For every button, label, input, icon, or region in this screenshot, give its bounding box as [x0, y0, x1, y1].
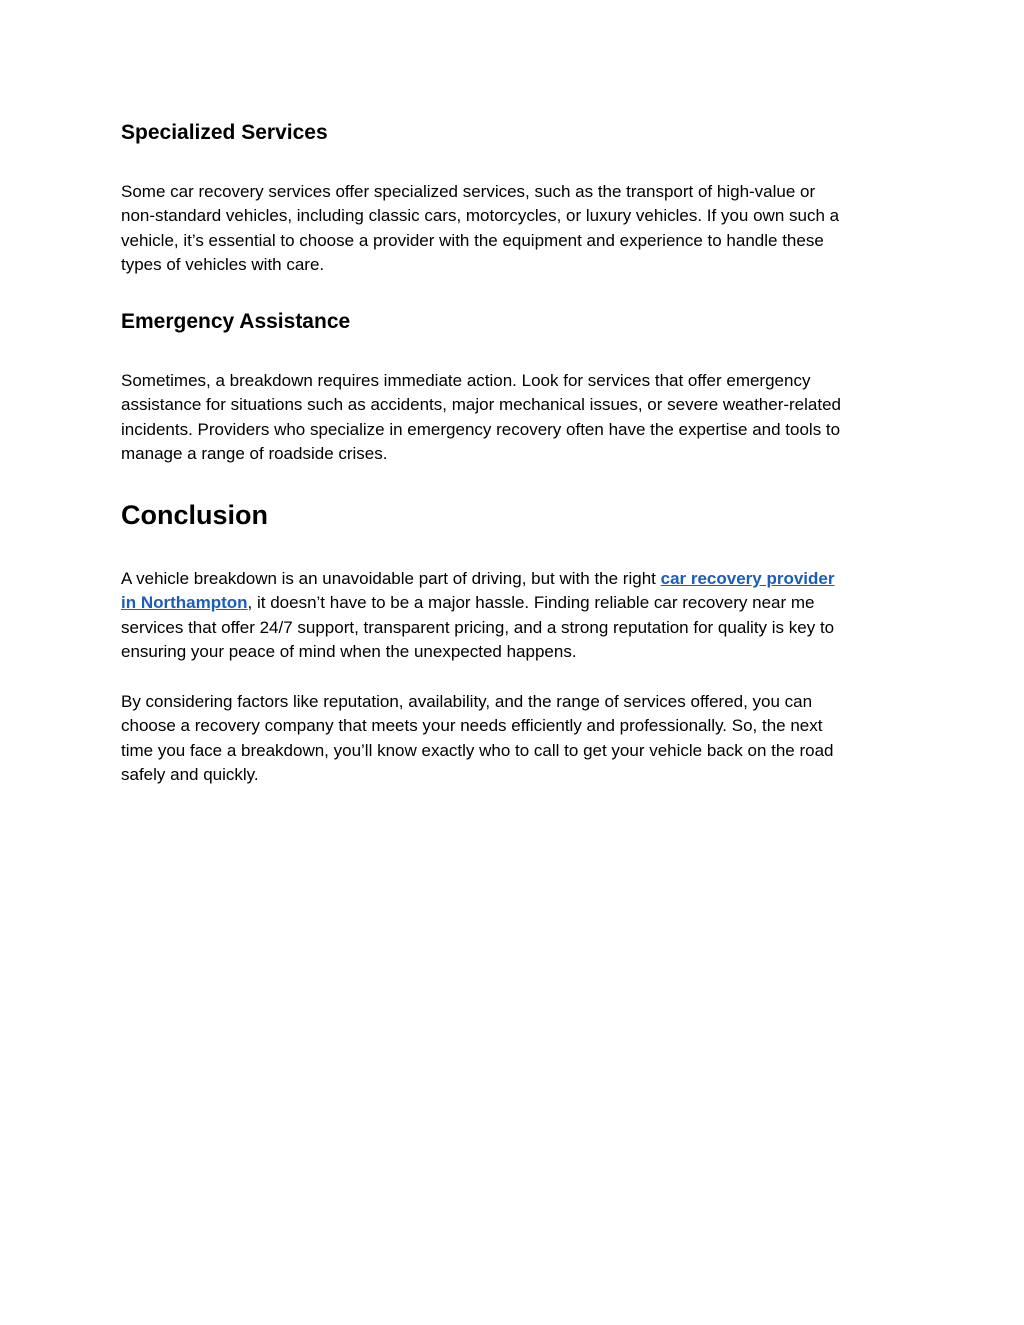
text-line: vehicle, it’s essential to choose a provider with the equipment and experience to handle these: [121, 230, 824, 250]
text-line: [121, 567, 896, 591]
text-line: ensuring your peace of mind when the unexpected happens.: [121, 641, 577, 661]
car-recovery-provider-link-continued[interactable]: in Northampton: [121, 593, 248, 613]
text-line: incidents. Providers who specialize in emergency recovery often have the expertise and tools to: [121, 419, 841, 439]
text-line: safely and quickly.: [121, 764, 259, 784]
text-line: time you face a breakdown, you’ll know exactly who to call to get your vehicle back on the road: [121, 740, 834, 760]
text-line: services that offer 24/7 support, transparent pricing, and a strong reputation for quality is key to: [121, 617, 835, 637]
text-line: By considering factors like reputation, availability, and the range of services offered, you can: [121, 692, 813, 711]
text-segment: A vehicle breakdown is an unavoidable part of driving, but with the right: [121, 569, 661, 588]
heading-conclusion: Conclusion: [121, 500, 268, 530]
paragraph-emergency-assistance: [121, 369, 896, 466]
paragraph-conclusion-1: [121, 567, 896, 664]
text-line: assistance for situations such as accidents, major mechanical issues, or severe weather-related: [121, 395, 842, 415]
text-line: non-standard vehicles, including classic cars, motorcycles, or luxury vehicles. If you own such a: [121, 206, 840, 226]
text-line: types of vehicles with care.: [121, 254, 325, 274]
text-line: manage a range of roadside crises.: [121, 443, 388, 463]
heading-specialized-services: Specialized Services: [121, 121, 328, 144]
text-line: [121, 591, 896, 615]
text-line: choose a recovery company that meets your needs efficiently and professionally. So, the next: [121, 716, 823, 736]
heading-emergency-assistance: Emergency Assistance: [121, 310, 351, 333]
text-segment: , it doesn’t have to be a major hassle. Finding reliable car recovery near me: [247, 593, 815, 613]
paragraph-specialized-services: [121, 180, 896, 277]
paragraph-conclusion-2: [121, 690, 896, 787]
text-line: Sometimes, a breakdown requires immediate action. Look for services that offer emergency: [121, 371, 811, 390]
text-line: Some car recovery services offer specialized services, such as the transport of high-value or: [121, 182, 816, 201]
car-recovery-provider-link[interactable]: car recovery provider: [660, 569, 835, 588]
